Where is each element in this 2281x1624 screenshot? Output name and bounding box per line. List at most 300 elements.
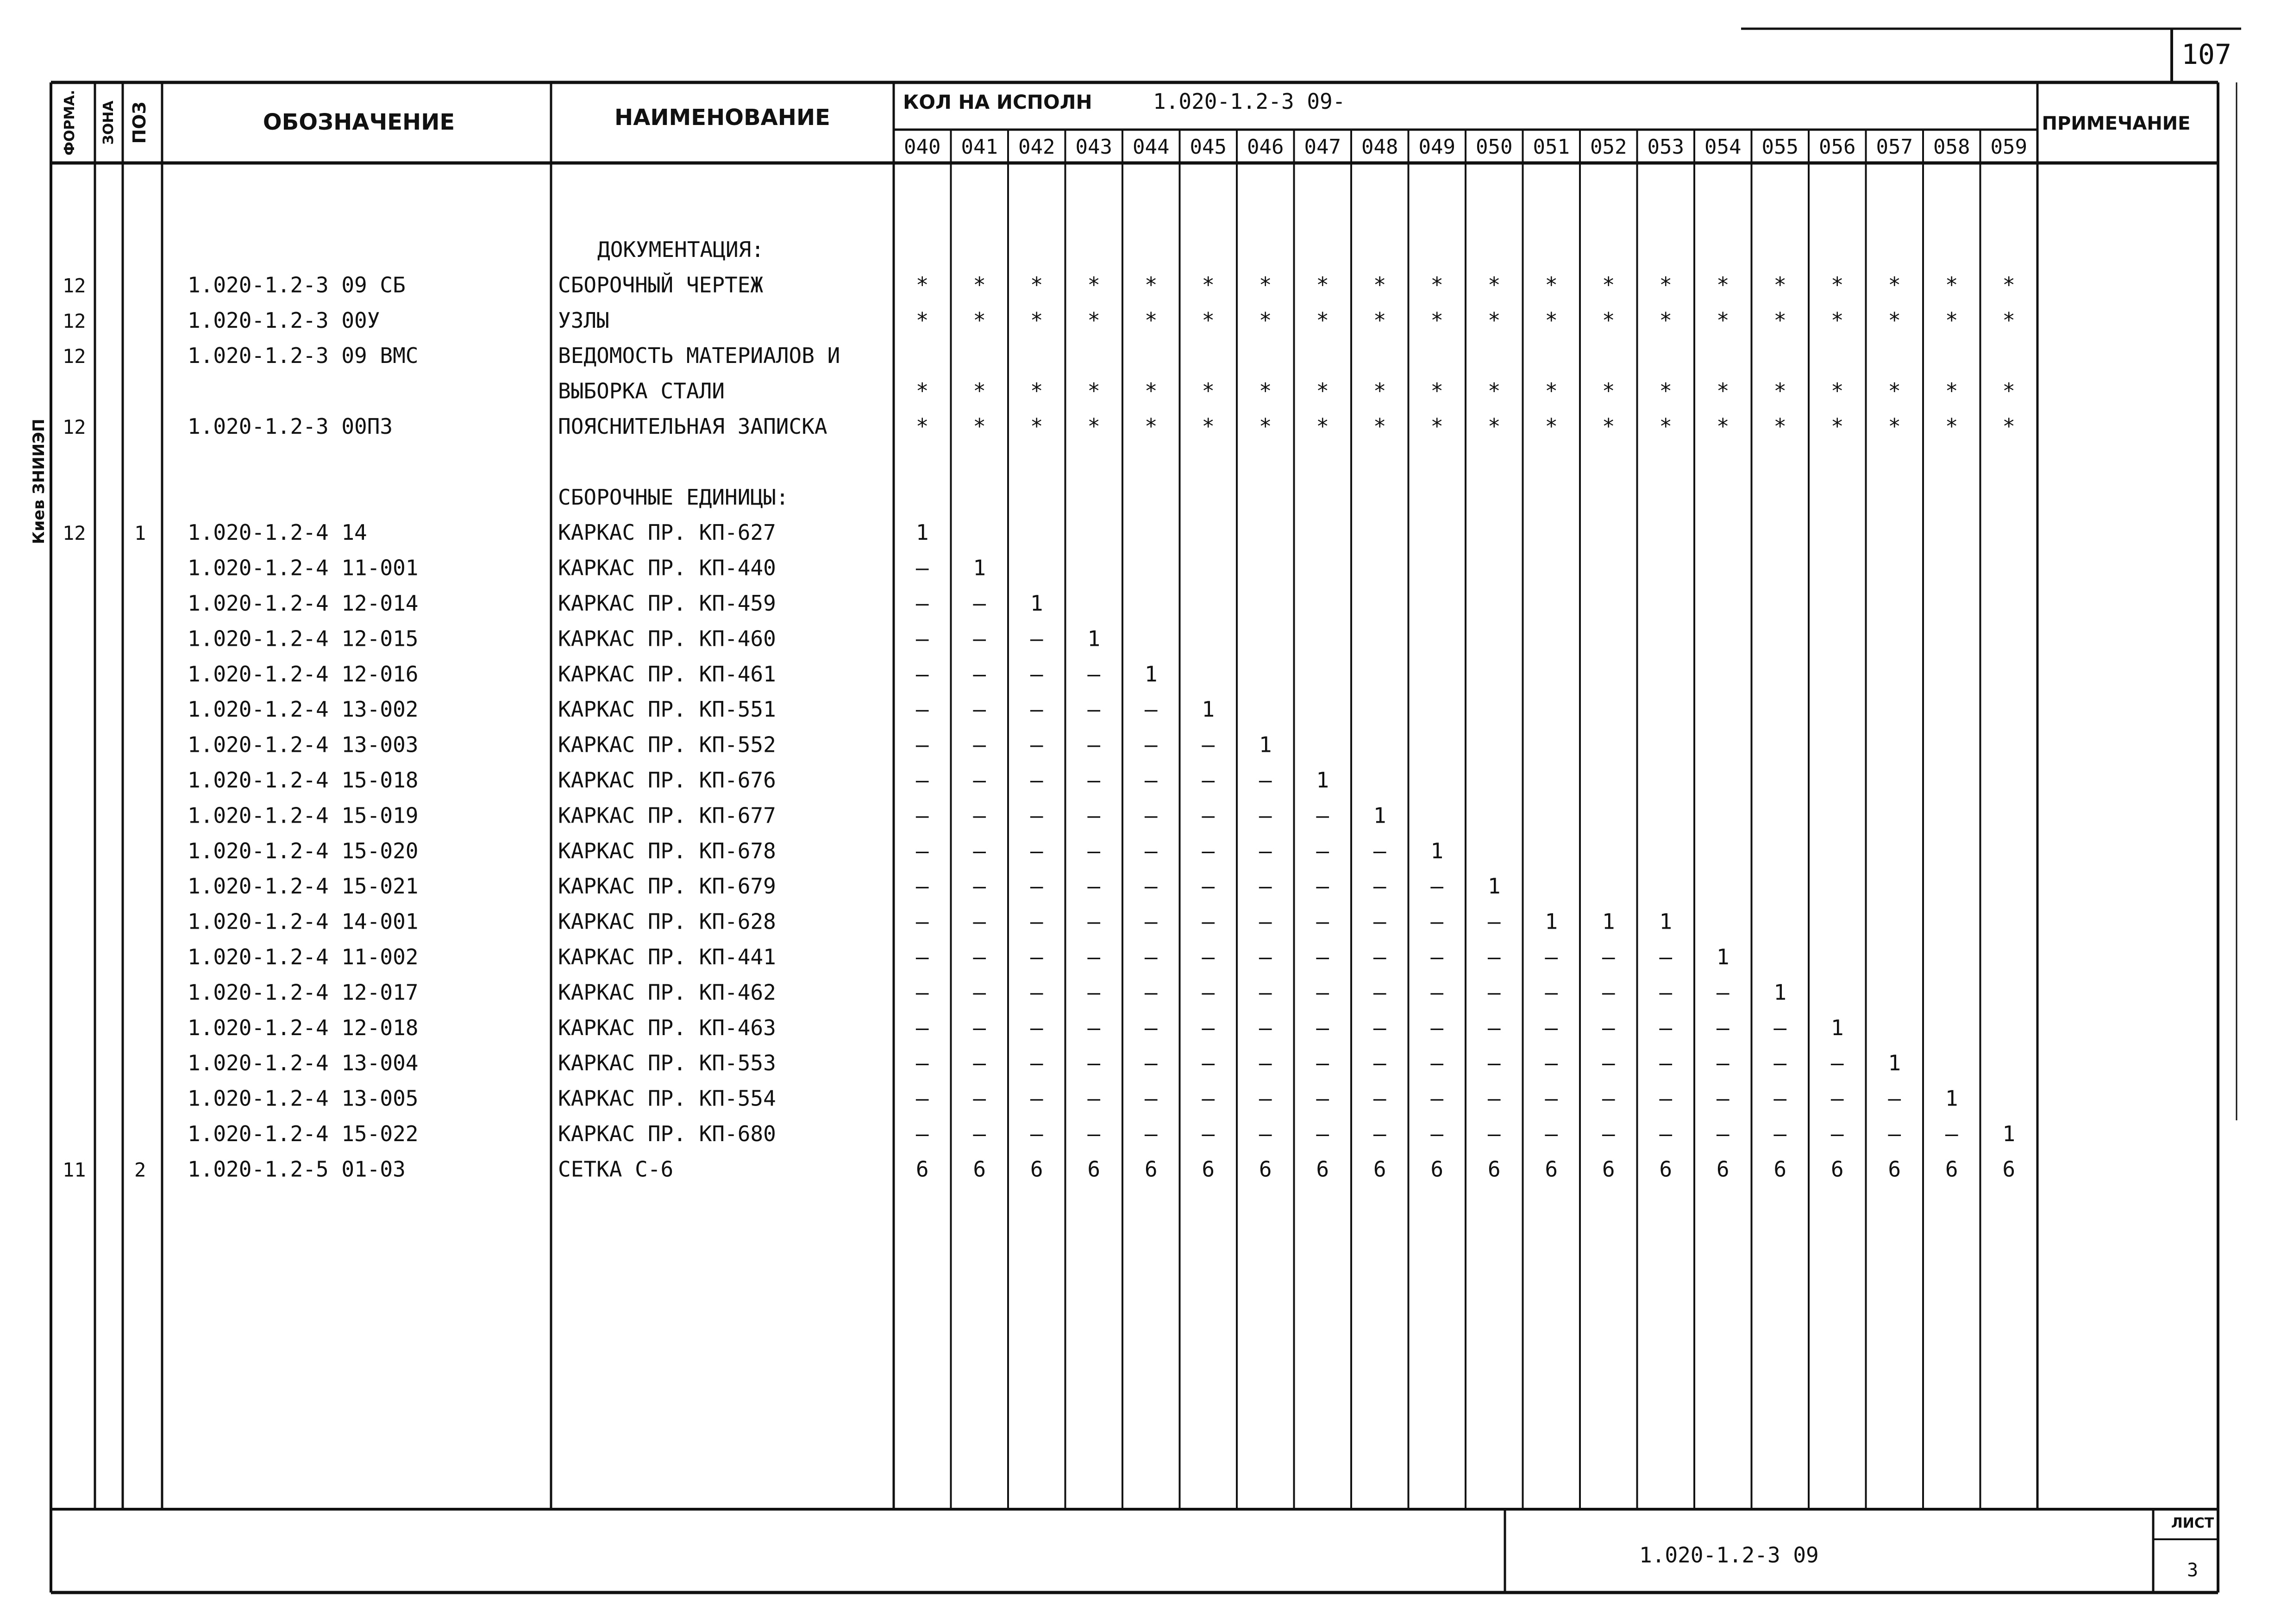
- row-qty-052: 1: [1602, 909, 1615, 934]
- row-qty-057: –: [1888, 1086, 1901, 1111]
- row-qty-051: *: [1545, 307, 1558, 333]
- variant-header-050: 050: [1476, 135, 1513, 159]
- row-qty-042: –: [1030, 768, 1043, 793]
- row-qty-056: –: [1830, 1121, 1844, 1146]
- row-qty-046: *: [1259, 378, 1272, 404]
- row-naimenovanie: КАРКАС ПР. КП-441: [558, 944, 776, 969]
- row-qty-052: –: [1602, 1086, 1615, 1111]
- row-qty-041: –: [973, 661, 986, 687]
- row-qty-043: –: [1087, 909, 1101, 934]
- row-qty-041: –: [973, 1015, 986, 1040]
- row-qty-047: *: [1316, 272, 1329, 298]
- row-qty-047: –: [1316, 1050, 1329, 1076]
- row-qty-053: *: [1659, 378, 1673, 404]
- row-oboznachenie: 1.020-1.2-4 14: [188, 520, 367, 545]
- row-qty-048: –: [1373, 909, 1386, 934]
- row-qty-040: –: [915, 838, 929, 863]
- row-oboznachenie: 1.020-1.2-4 12-014: [188, 591, 419, 616]
- row-qty-045: 6: [1202, 1156, 1215, 1182]
- row-qty-044: –: [1144, 1086, 1158, 1111]
- row-qty-045: –: [1202, 1050, 1215, 1076]
- row-qty-052: –: [1602, 1015, 1615, 1040]
- row-forma: 12: [63, 309, 86, 332]
- row-qty-055: *: [1773, 272, 1787, 298]
- row-qty-058: *: [1945, 307, 1958, 333]
- row-qty-041: 6: [973, 1156, 986, 1182]
- row-naimenovanie: КАРКАС ПР. КП-459: [558, 591, 776, 616]
- row-qty-049: *: [1430, 414, 1444, 439]
- row-qty-051: –: [1545, 1015, 1558, 1040]
- row-qty-044: –: [1144, 874, 1158, 899]
- variant-header-051: 051: [1533, 135, 1570, 159]
- footer-designation: 1.020-1.2-3 09: [1639, 1543, 1819, 1568]
- row-qty-046: *: [1259, 272, 1272, 298]
- row-qty-050: 1: [1487, 874, 1501, 899]
- row-qty-049: 1: [1430, 838, 1444, 863]
- row-qty-048: –: [1373, 1050, 1386, 1076]
- variant-header-058: 058: [1933, 135, 1970, 159]
- row-oboznachenie: 1.020-1.2-4 15-022: [188, 1121, 419, 1146]
- row-qty-058: –: [1945, 1121, 1958, 1146]
- row-naimenovanie: СБОРОЧНЫЙ ЧЕРТЕЖ: [558, 272, 764, 298]
- row-qty-058: *: [1945, 272, 1958, 298]
- row-qty-055: –: [1773, 1050, 1787, 1076]
- row-qty-048: *: [1373, 414, 1386, 439]
- row-naimenovanie: КАРКАС ПР. КП-554: [558, 1086, 776, 1111]
- row-qty-040: –: [915, 626, 929, 651]
- row-qty-040: –: [915, 803, 929, 828]
- row-qty-053: *: [1659, 272, 1673, 298]
- row-oboznachenie: 1.020-1.2-4 13-002: [188, 697, 419, 722]
- variant-header-045: 045: [1190, 135, 1227, 159]
- row-qty-044: –: [1144, 732, 1158, 757]
- row-qty-043: *: [1087, 414, 1101, 439]
- row-qty-048: –: [1373, 980, 1386, 1005]
- table-row: [63, 308, 2015, 333]
- row-qty-054: –: [1716, 980, 1730, 1005]
- row-qty-047: *: [1316, 414, 1329, 439]
- row-qty-049: 6: [1430, 1156, 1444, 1182]
- header-zona: ЗОНА: [100, 100, 117, 145]
- row-qty-040: –: [915, 697, 929, 722]
- row-qty-042: –: [1030, 661, 1043, 687]
- row-qty-044: –: [1144, 1050, 1158, 1076]
- row-naimenovanie: КАРКАС ПР. КП-460: [558, 626, 776, 651]
- row-qty-043: *: [1087, 378, 1101, 404]
- row-qty-044: –: [1144, 838, 1158, 863]
- row-qty-052: *: [1602, 378, 1615, 404]
- row-qty-046: –: [1259, 909, 1272, 934]
- row-qty-046: *: [1259, 307, 1272, 333]
- row-qty-046: –: [1259, 1015, 1272, 1040]
- row-qty-041: –: [973, 944, 986, 969]
- row-qty-048: *: [1373, 272, 1386, 298]
- row-qty-043: 1: [1087, 626, 1101, 651]
- row-naimenovanie: КАРКАС ПР. КП-462: [558, 980, 776, 1005]
- row-qty-040: 6: [915, 1156, 929, 1182]
- row-qty-043: –: [1087, 838, 1101, 863]
- page-number-box: [1741, 29, 2241, 82]
- row-qty-042: –: [1030, 1121, 1043, 1146]
- row-qty-056: *: [1830, 378, 1844, 404]
- table-row: [63, 520, 929, 545]
- row-qty-040: –: [915, 874, 929, 899]
- row-qty-055: *: [1773, 414, 1787, 439]
- row-naimenovanie: ПОЯСНИТЕЛЬНАЯ ЗАПИСКА: [558, 414, 827, 439]
- table-row: [188, 874, 1501, 899]
- row-qty-059: 6: [2002, 1156, 2016, 1182]
- row-qty-053: –: [1659, 944, 1673, 969]
- page-number: 107: [2181, 38, 2232, 71]
- row-oboznachenie: 1.020-1.2-4 11-002: [188, 944, 419, 969]
- row-qty-043: –: [1087, 732, 1101, 757]
- header-naimenovanie: НАИМЕНОВАНИЕ: [614, 105, 830, 131]
- row-qty-054: 6: [1716, 1156, 1730, 1182]
- row-qty-042: *: [1030, 414, 1043, 439]
- table-row: [63, 1156, 2015, 1181]
- row-qty-052: –: [1602, 1121, 1615, 1146]
- side-stamp: Киев ЗНИИЭП: [30, 418, 48, 544]
- row-qty-045: *: [1202, 414, 1215, 439]
- row-qty-058: *: [1945, 414, 1958, 439]
- table-row: [597, 237, 764, 262]
- row-naimenovanie: КАРКАС ПР. КП-680: [558, 1121, 776, 1146]
- row-qty-041: –: [973, 626, 986, 651]
- row-qty-051: *: [1545, 414, 1558, 439]
- row-qty-041: –: [973, 1050, 986, 1076]
- row-qty-059: *: [2002, 414, 2016, 439]
- table-row: [188, 909, 1672, 934]
- row-qty-041: *: [973, 378, 986, 404]
- variant-header-052: 052: [1590, 135, 1627, 159]
- row-qty-056: –: [1830, 1050, 1844, 1076]
- row-qty-040: *: [915, 307, 929, 333]
- row-qty-043: –: [1087, 1050, 1101, 1076]
- row-qty-042: –: [1030, 1050, 1043, 1076]
- table-row: [63, 272, 2015, 297]
- row-qty-041: –: [973, 1121, 986, 1146]
- row-qty-048: –: [1373, 1015, 1386, 1040]
- row-qty-050: –: [1487, 909, 1501, 934]
- row-naimenovanie: КАРКАС ПР. КП-552: [558, 732, 776, 757]
- row-qty-054: *: [1716, 378, 1730, 404]
- row-qty-055: *: [1773, 378, 1787, 404]
- variant-header-041: 041: [961, 135, 998, 159]
- table-row: [188, 1121, 2015, 1146]
- variant-header-054: 054: [1704, 135, 1742, 159]
- row-qty-047: –: [1316, 909, 1329, 934]
- table-body: [63, 237, 2015, 1181]
- header-primechanie: ПРИМЕЧАНИЕ: [2042, 113, 2191, 134]
- row-qty-044: 6: [1144, 1156, 1158, 1182]
- row-qty-043: –: [1087, 1086, 1101, 1111]
- row-qty-048: 6: [1373, 1156, 1386, 1182]
- row-qty-049: *: [1430, 272, 1444, 298]
- row-qty-050: *: [1487, 272, 1501, 298]
- row-oboznachenie: 1.020-1.2-4 12-016: [188, 661, 419, 687]
- variant-header-055: 055: [1761, 135, 1798, 159]
- row-qty-043: 6: [1087, 1156, 1101, 1182]
- variant-header-042: 042: [1018, 135, 1055, 159]
- row-qty-053: *: [1659, 307, 1673, 333]
- row-naimenovanie: КАРКАС ПР. КП-463: [558, 1015, 776, 1040]
- row-qty-058: 6: [1945, 1156, 1958, 1182]
- row-qty-052: –: [1602, 980, 1615, 1005]
- row-oboznachenie: 1.020-1.2-3 09 СБ: [188, 272, 406, 298]
- row-qty-049: –: [1430, 980, 1444, 1005]
- row-qty-055: 6: [1773, 1156, 1787, 1182]
- row-qty-041: *: [973, 272, 986, 298]
- row-naimenovanie: ДОКУМЕНТАЦИЯ:: [597, 237, 765, 262]
- row-qty-055: –: [1773, 1121, 1787, 1146]
- row-qty-059: 1: [2002, 1121, 2016, 1146]
- table-row: [558, 485, 789, 510]
- row-qty-044: –: [1144, 697, 1158, 722]
- row-qty-040: *: [915, 378, 929, 404]
- row-qty-041: –: [973, 874, 986, 899]
- row-qty-050: –: [1487, 1050, 1501, 1076]
- row-qty-045: –: [1202, 1121, 1215, 1146]
- row-qty-040: *: [915, 272, 929, 298]
- row-qty-045: *: [1202, 307, 1215, 333]
- row-forma: 12: [63, 522, 86, 545]
- row-qty-044: 1: [1144, 661, 1158, 687]
- variant-header-059: 059: [1990, 135, 2027, 159]
- row-qty-049: –: [1430, 1050, 1444, 1076]
- row-qty-046: –: [1259, 980, 1272, 1005]
- row-forma: 12: [63, 345, 86, 368]
- row-qty-040: –: [915, 1015, 929, 1040]
- row-qty-042: –: [1030, 980, 1043, 1005]
- row-naimenovanie: КАРКАС ПР. КП-678: [558, 838, 776, 863]
- row-qty-042: –: [1030, 626, 1043, 651]
- row-qty-041: –: [973, 732, 986, 757]
- row-qty-052: –: [1602, 944, 1615, 969]
- table-row: [188, 803, 1386, 828]
- variant-header-040: 040: [904, 135, 941, 159]
- row-qty-040: –: [915, 1086, 929, 1111]
- row-oboznachenie: 1.020-1.2-3 00У: [188, 307, 380, 333]
- row-qty-053: *: [1659, 414, 1673, 439]
- row-qty-041: –: [973, 803, 986, 828]
- row-naimenovanie: КАРКАС ПР. КП-440: [558, 555, 776, 581]
- row-qty-041: –: [973, 1086, 986, 1111]
- row-qty-045: –: [1202, 803, 1215, 828]
- row-qty-042: –: [1030, 697, 1043, 722]
- row-qty-050: –: [1487, 1015, 1501, 1040]
- footer-list-label: ЛИСТ: [2171, 1515, 2214, 1531]
- row-qty-053: 1: [1659, 909, 1673, 934]
- row-qty-055: 1: [1773, 980, 1787, 1005]
- variant-header-047: 047: [1304, 135, 1341, 159]
- row-qty-047: 1: [1316, 768, 1329, 793]
- row-naimenovanie: ВЫБОРКА СТАЛИ: [558, 378, 725, 404]
- row-qty-051: –: [1545, 1121, 1558, 1146]
- variant-header-053: 053: [1647, 135, 1684, 159]
- row-qty-054: 1: [1716, 944, 1730, 969]
- row-qty-046: –: [1259, 1050, 1272, 1076]
- row-qty-057: –: [1888, 1121, 1901, 1146]
- row-qty-054: *: [1716, 272, 1730, 298]
- row-qty-042: –: [1030, 1086, 1043, 1111]
- row-forma: 12: [63, 274, 86, 297]
- row-qty-040: –: [915, 555, 929, 581]
- row-qty-053: –: [1659, 1086, 1673, 1111]
- row-qty-042: *: [1030, 378, 1043, 404]
- row-oboznachenie: 1.020-1.2-4 15-021: [188, 874, 419, 899]
- row-qty-046: –: [1259, 768, 1272, 793]
- row-qty-044: –: [1144, 944, 1158, 969]
- variant-header-044: 044: [1133, 135, 1170, 159]
- row-qty-040: –: [915, 944, 929, 969]
- row-qty-043: –: [1087, 803, 1101, 828]
- row-qty-057: *: [1888, 378, 1901, 404]
- row-qty-046: 1: [1259, 732, 1272, 757]
- row-qty-040: –: [915, 980, 929, 1005]
- row-qty-052: –: [1602, 1050, 1615, 1076]
- row-forma: 11: [63, 1158, 86, 1181]
- row-qty-054: –: [1716, 1121, 1730, 1146]
- header-forma: ФОРМА.: [62, 90, 78, 156]
- row-qty-047: –: [1316, 803, 1329, 828]
- header-kol-na-ispoln: КОЛ НА ИСПОЛН: [903, 91, 1092, 113]
- row-qty-053: –: [1659, 980, 1673, 1005]
- row-qty-046: –: [1259, 1121, 1272, 1146]
- row-naimenovanie: СЕТКА С-6: [558, 1156, 674, 1182]
- row-qty-044: –: [1144, 1121, 1158, 1146]
- row-qty-040: *: [915, 414, 929, 439]
- row-qty-056: –: [1830, 1086, 1844, 1111]
- row-qty-055: –: [1773, 1015, 1787, 1040]
- row-qty-040: –: [915, 909, 929, 934]
- row-qty-053: –: [1659, 1015, 1673, 1040]
- row-qty-051: –: [1545, 1086, 1558, 1111]
- row-qty-045: –: [1202, 874, 1215, 899]
- table-row: [188, 591, 1043, 616]
- table-row: [188, 768, 1329, 793]
- row-naimenovanie: ВЕДОМОСТЬ МАТЕРИАЛОВ И: [558, 343, 840, 369]
- row-qty-045: 1: [1202, 697, 1215, 722]
- row-qty-042: –: [1030, 838, 1043, 863]
- row-qty-049: –: [1430, 944, 1444, 969]
- row-qty-051: –: [1545, 980, 1558, 1005]
- row-qty-048: –: [1373, 1121, 1386, 1146]
- row-qty-047: –: [1316, 838, 1329, 863]
- row-qty-051: –: [1545, 1050, 1558, 1076]
- row-qty-042: –: [1030, 803, 1043, 828]
- row-qty-055: *: [1773, 307, 1787, 333]
- variant-header-048: 048: [1361, 135, 1398, 159]
- row-qty-048: *: [1373, 378, 1386, 404]
- row-qty-042: *: [1030, 272, 1043, 298]
- row-qty-044: *: [1144, 378, 1158, 404]
- row-qty-044: *: [1144, 414, 1158, 439]
- header-oboznachenie: ОБОЗНАЧЕНИЕ: [263, 109, 455, 135]
- row-qty-045: –: [1202, 1015, 1215, 1040]
- row-qty-047: –: [1316, 1086, 1329, 1111]
- row-qty-040: –: [915, 1050, 929, 1076]
- row-qty-059: *: [2002, 272, 2016, 298]
- row-qty-050: –: [1487, 1121, 1501, 1146]
- row-naimenovanie: КАРКАС ПР. КП-676: [558, 768, 776, 793]
- table-row: [188, 838, 1443, 863]
- variant-header-046: 046: [1247, 135, 1284, 159]
- row-qty-057: *: [1888, 272, 1901, 298]
- row-qty-042: –: [1030, 909, 1043, 934]
- row-naimenovanie: КАРКАС ПР. КП-553: [558, 1050, 776, 1076]
- row-qty-048: 1: [1373, 803, 1386, 828]
- row-qty-048: –: [1373, 944, 1386, 969]
- row-naimenovanie: КАРКАС ПР. КП-679: [558, 874, 776, 899]
- row-qty-040: –: [915, 661, 929, 687]
- row-naimenovanie: КАРКАС ПР. КП-628: [558, 909, 776, 934]
- row-qty-044: –: [1144, 980, 1158, 1005]
- row-qty-047: *: [1316, 378, 1329, 404]
- row-qty-044: *: [1144, 272, 1158, 298]
- row-naimenovanie: КАРКАС ПР. КП-677: [558, 803, 776, 828]
- row-qty-043: –: [1087, 874, 1101, 899]
- row-qty-044: –: [1144, 768, 1158, 793]
- row-qty-059: *: [2002, 378, 2016, 404]
- row-qty-052: *: [1602, 307, 1615, 333]
- table-row: [63, 414, 2015, 439]
- row-qty-046: *: [1259, 414, 1272, 439]
- table-row: [188, 556, 986, 581]
- row-qty-050: *: [1487, 307, 1501, 333]
- row-qty-049: –: [1430, 909, 1444, 934]
- row-naimenovanie: КАРКАС ПР. КП-461: [558, 661, 776, 687]
- row-qty-043: –: [1087, 1015, 1101, 1040]
- row-qty-046: –: [1259, 874, 1272, 899]
- row-qty-046: –: [1259, 803, 1272, 828]
- row-qty-040: –: [915, 1121, 929, 1146]
- row-qty-045: –: [1202, 944, 1215, 969]
- row-qty-056: 1: [1830, 1015, 1844, 1040]
- row-qty-043: –: [1087, 661, 1101, 687]
- row-qty-050: –: [1487, 1086, 1501, 1111]
- row-oboznachenie: 1.020-1.2-4 13-004: [188, 1050, 419, 1076]
- header-poz: ПОЗ: [129, 101, 150, 144]
- row-naimenovanie: КАРКАС ПР. КП-627: [558, 520, 776, 545]
- row-qty-045: –: [1202, 768, 1215, 793]
- row-qty-041: *: [973, 307, 986, 333]
- row-qty-049: –: [1430, 1086, 1444, 1111]
- row-qty-041: 1: [973, 555, 986, 581]
- row-qty-051: –: [1545, 944, 1558, 969]
- row-qty-049: –: [1430, 874, 1444, 899]
- row-qty-059: *: [2002, 307, 2016, 333]
- table-row: [188, 1015, 1844, 1040]
- row-qty-041: –: [973, 697, 986, 722]
- row-qty-053: –: [1659, 1121, 1673, 1146]
- row-oboznachenie: 1.020-1.2-3 09 ВМС: [188, 343, 419, 369]
- row-qty-050: *: [1487, 378, 1501, 404]
- row-qty-054: –: [1716, 1015, 1730, 1040]
- row-qty-057: 6: [1888, 1156, 1901, 1182]
- row-qty-054: –: [1716, 1086, 1730, 1111]
- row-oboznachenie: 1.020-1.2-4 12-017: [188, 980, 419, 1005]
- row-oboznachenie: 1.020-1.2-4 14-001: [188, 909, 419, 934]
- row-qty-057: 1: [1888, 1050, 1901, 1076]
- row-qty-053: –: [1659, 1050, 1673, 1076]
- row-qty-047: –: [1316, 944, 1329, 969]
- row-qty-046: 6: [1259, 1156, 1272, 1182]
- row-qty-043: *: [1087, 272, 1101, 298]
- row-qty-044: –: [1144, 909, 1158, 934]
- row-qty-043: –: [1087, 1121, 1101, 1146]
- footer-block: [1639, 1515, 2214, 1581]
- row-qty-042: –: [1030, 1015, 1043, 1040]
